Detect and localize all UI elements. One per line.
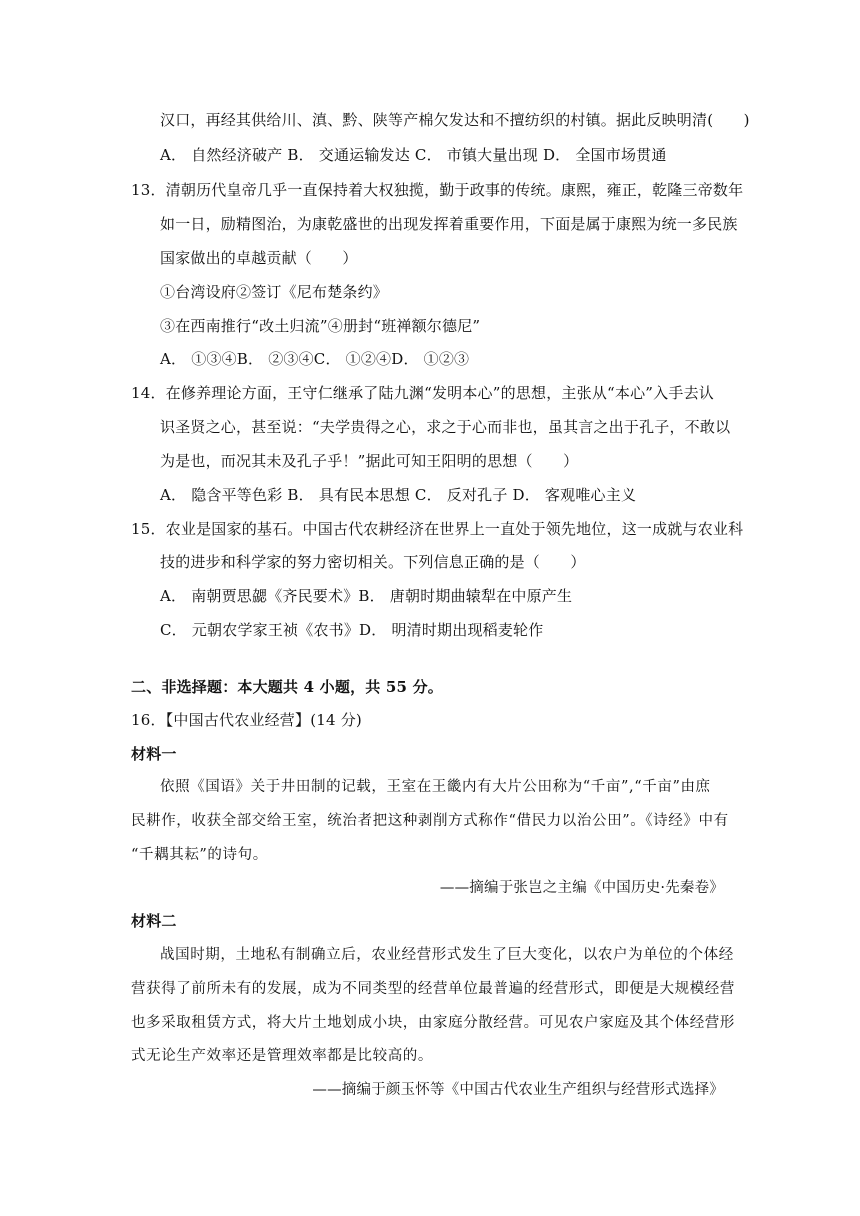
- q12-options: A． 自然经济破产 B． 交通运输发达 C． 市镇大量出现 D． 全国市场贯通: [160, 146, 667, 164]
- material-2-line-4: 式无论生产效率还是管理效率都是比较高的。: [131, 1048, 433, 1064]
- material-1-line-3: “千耦其耘”的诗句。: [131, 847, 268, 863]
- section-2-title: 二、非选择题：本大题共 4 小题，共 55 分。: [131, 678, 444, 696]
- q15-line-2: 技的进步和科学家的努力密切相关。下列信息正确的是（ ）: [160, 553, 586, 571]
- material-2-label: 材料二: [131, 912, 177, 930]
- q13-line-1: 13．清朝历代皇帝几乎一直保持着大权独揽，勤于政事的传统。康熙，雍正，乾隆三帝数年: [131, 181, 744, 199]
- q15-options-2: C． 元朝农学家王祯《农书》D． 明清时期出现稻麦轮作: [160, 621, 544, 639]
- material-2-source: ——摘编于颜玉怀等《中国古代农业生产组织与经营形式选择》: [312, 1082, 724, 1098]
- q14-line-2: 识圣贤之心，甚至说：“夫学贵得之心，求之于心而非也，虽其言之出于孔子，不敢以: [160, 418, 731, 436]
- q13-line-2: 如一日，励精图治，为康乾盛世的出现发挥着重要作用，下面是属于康熙为统一多民族: [160, 215, 738, 233]
- q14-options: A． 隐含平等色彩 B． 具有民本思想 C． 反对孔子 D． 客观唯心主义: [160, 486, 637, 504]
- material-1-line-1: 依照《国语》关于井田制的记载，王室在王畿内有大片公田称为“千亩”,“千亩”由庶: [160, 779, 711, 795]
- material-2-line-3: 也多采取租赁方式，将大片土地划成小块，由家庭分散经营。可见农户家庭及其个体经营形: [131, 1015, 735, 1031]
- q13-options: A． ①③④B． ②③④C． ①②④D． ①②③: [160, 350, 470, 368]
- q13-item-1: ①台湾设府②签订《尼布楚条约》: [160, 283, 389, 301]
- q12-text-tail: 汉口，再经其供给川、滇、黔、陕等产棉欠发达和不擅纺织的村镇。据此反映明清( ): [160, 111, 750, 129]
- material-2-line-1: 战国时期，土地私有制确立后，农业经营形式发生了巨大变化，以农户为单位的个体经: [160, 947, 734, 963]
- q15-options-1: A． 南朝贾思勰《齐民要术》B． 唐朝时期曲辕犁在中原产生: [160, 587, 573, 605]
- q14-line-3: 为是也，而况其未及孔子乎！”据此可知王阳明的思想（ ）: [160, 452, 579, 470]
- q15-line-1: 15．农业是国家的基石。中国古代农耕经济在世界上一直处于领先地位，这一成就与农业科: [131, 520, 744, 538]
- q14-line-1: 14．在修养理论方面，王守仁继承了陆九渊“发明本心”的思想，主张从“本心”入手去认: [131, 384, 714, 402]
- material-1-line-2: 民耕作，收获全部交给王室，统治者把这种剥削方式称作“借民力以治公田”。《诗经》中有: [131, 813, 729, 829]
- q13-line-3: 国家做出的卓越贡献（ ）: [160, 249, 358, 267]
- material-1-label: 材料一: [131, 745, 177, 763]
- material-1-source: ——摘编于张岂之主编《中国历史·先秦卷》: [439, 880, 724, 896]
- q16-title: 16．【中国古代农业经营】(14 分): [131, 711, 362, 729]
- q13-item-2: ③在西南推行“改土归流”④册封“班禅额尔德尼”: [160, 317, 481, 335]
- material-2-line-2: 营获得了前所未有的发展，成为不同类型的经营单位最普遍的经营形式，即便是大规模经营: [131, 981, 735, 997]
